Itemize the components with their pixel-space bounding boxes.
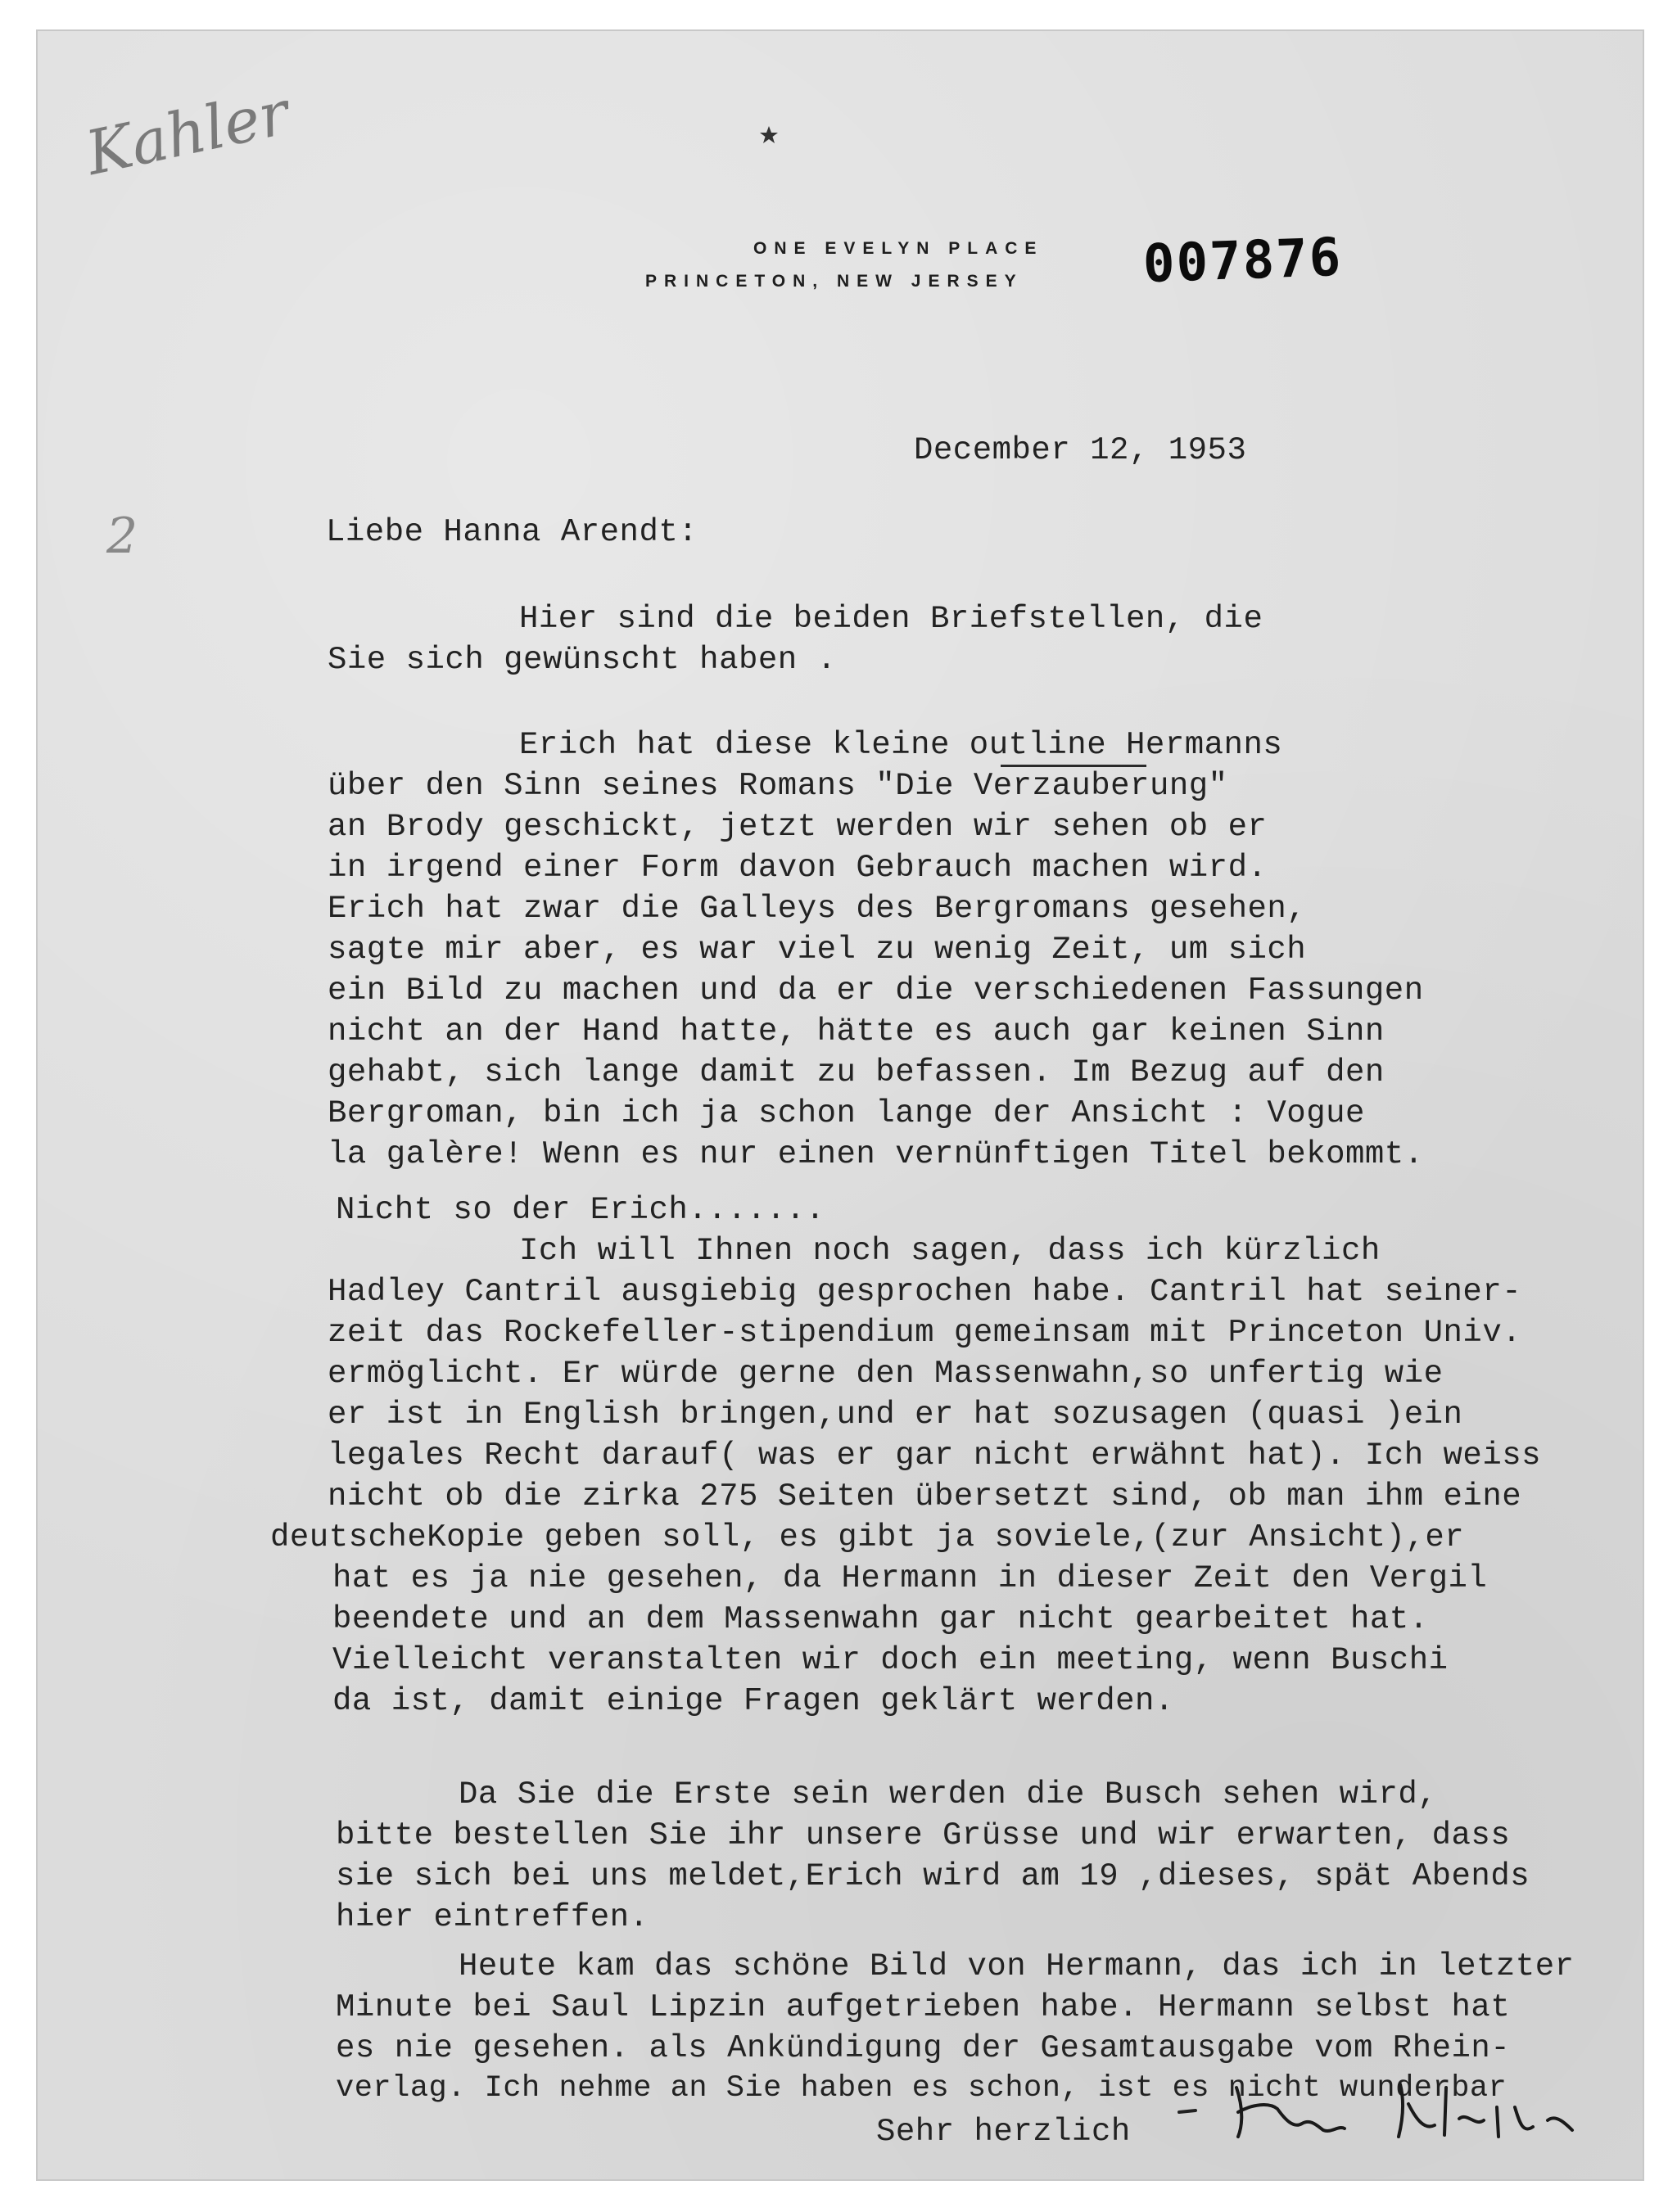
body-line: bitte bestellen Sie ihr unsere Grüsse und wir erwarten, dass xyxy=(336,1817,1511,1853)
body-line: ein Bild zu machen und da er die verschiedenen Fassungen xyxy=(328,973,1424,1009)
handwritten-annotation: Kahler xyxy=(79,77,296,190)
letterhead-line-2: PRINCETON, NEW JERSEY xyxy=(645,272,1024,291)
body-line: sie sich bei uns meldet,Erich wird am 19 ,dieses, spät Abends xyxy=(336,1858,1530,1894)
body-line: la galère! Wenn es nur einen vernünftigen Titel bekommt. xyxy=(328,1136,1424,1172)
body-line: Da Sie die Erste sein werden die Busch sehen wird, xyxy=(459,1776,1438,1812)
body-line: verlag. Ich nehme an Sie haben es schon, ist es nicht wunderbar xyxy=(336,2071,1507,2106)
body-line: an Brody geschickt, jetzt werden wir sehen ob er xyxy=(328,809,1268,845)
archive-stamp-number: 007876 xyxy=(1141,227,1344,296)
body-line: Heute kam das schöne Bild von Hermann, das ich in letzter xyxy=(459,1948,1575,1984)
body-line: sagte mir aber, es war viel zu wenig Zeit, um sich xyxy=(328,932,1307,968)
handwritten-signature xyxy=(1163,2055,1621,2153)
body-line: Hier sind die beiden Briefstellen, die xyxy=(519,601,1263,637)
body-line: gehabt, sich lange damit zu befassen. Im Bezug auf den xyxy=(328,1054,1385,1090)
letterhead-line-1: ONE EVELYN PLACE xyxy=(753,239,1044,258)
body-line: nicht ob die zirka 275 Seiten übersetzt sind, ob man ihm eine xyxy=(328,1478,1522,1515)
letter-date: December 12, 1953 xyxy=(914,432,1247,468)
body-line: legales Recht darauf( was er gar nicht erwähnt hat). Ich weiss xyxy=(328,1438,1542,1474)
body-line: Nicht so der Erich....... xyxy=(336,1192,825,1228)
body-line: Sie sich gewünscht haben . xyxy=(328,642,837,678)
body-line: Hadley Cantril ausgiebig gesprochen habe. Cantril hat seiner- xyxy=(328,1274,1522,1310)
body-line: beendete und an dem Massenwahn gar nicht gearbeitet hat. xyxy=(332,1601,1429,1637)
body-line: Erich hat zwar die Galleys des Bergromans gesehen, xyxy=(328,891,1307,927)
salutation: Liebe Hanna Arendt: xyxy=(326,514,698,550)
body-line: er ist in English bringen,und er hat sozusagen (quasi )ein xyxy=(328,1397,1463,1433)
body-line: deutscheKopie geben soll, es gibt ja soviele,(zur Ansicht),er xyxy=(270,1519,1465,1555)
body-line: zeit das Rockefeller-stipendium gemeinsam mit Princeton Univ. xyxy=(328,1315,1522,1351)
body-line: hier eintreffen. xyxy=(336,1899,649,1935)
closing: Sehr herzlich xyxy=(876,2114,1131,2150)
body-line: Bergroman, bin ich ja schon lange der Ansicht : Vogue xyxy=(328,1095,1365,1131)
body-line: nicht an der Hand hatte, hätte es auch gar keinen Sinn xyxy=(328,1013,1385,1050)
body-line: über den Sinn seines Romans "Die Verzauberung" xyxy=(328,768,1228,804)
body-line: Erich hat diese kleine outline Hermanns xyxy=(519,727,1283,763)
body-line: ermöglicht. Er würde gerne den Massenwahn,so unfertig wie xyxy=(328,1356,1444,1392)
underline-mark xyxy=(1001,765,1146,767)
body-line: Minute bei Saul Lipzin aufgetrieben habe. Hermann selbst hat xyxy=(336,1989,1511,2025)
body-line: es nie gesehen. als Ankündigung der Gesamtausgabe vom Rhein- xyxy=(336,2030,1511,2066)
body-line: hat es ja nie gesehen, da Hermann in dieser Zeit den Vergil xyxy=(332,1560,1488,1596)
letterhead-star-icon xyxy=(758,124,780,146)
body-line: Vielleicht veranstalten wir doch ein meeting, wenn Buschi xyxy=(332,1642,1449,1678)
margin-mark: 2 xyxy=(106,508,138,565)
body-line: in irgend einer Form davon Gebrauch machen wird. xyxy=(328,850,1268,886)
body-line: Ich will Ihnen noch sagen, dass ich kürzlich xyxy=(519,1233,1381,1269)
body-line: da ist, damit einige Fragen geklärt werden. xyxy=(332,1683,1174,1719)
